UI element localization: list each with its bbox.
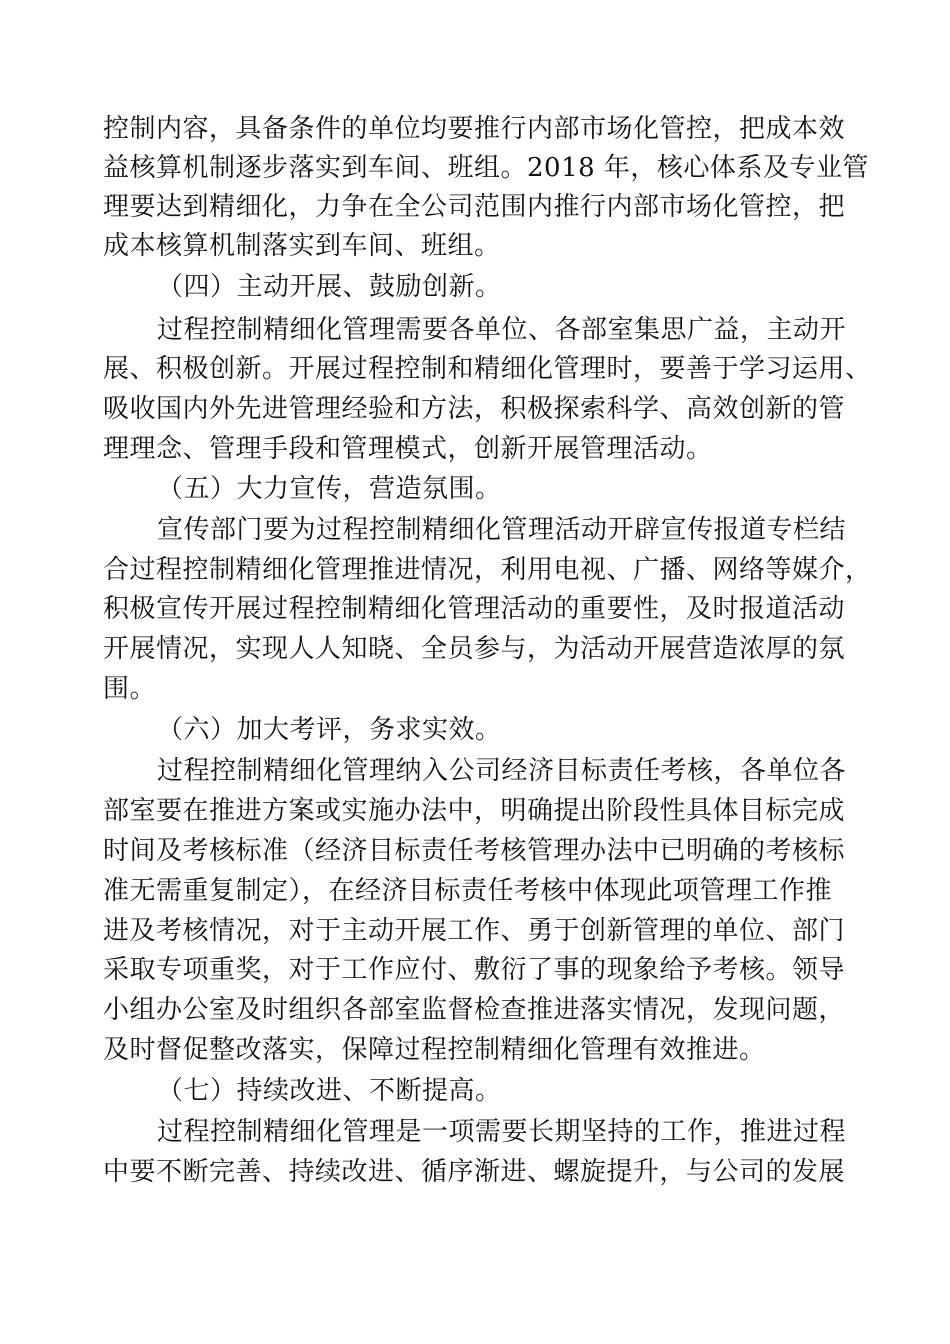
paragraph-first-line: 过程控制精细化管理纳入公司经济目标责任考核，各单位各 (157, 756, 847, 786)
paragraph-first-line: 过程控制精细化管理需要各单位、各部室集思广益，主动开 (157, 315, 847, 345)
text-line: 合过程控制精细化管理推进情况，利用电视、广播、网络等媒介， (103, 555, 872, 585)
text-line: 成本核算机制落实到车间、班组。 (103, 231, 501, 261)
text-line: 控制内容，具备条件的单位均要推行内部市场化管控，把成本效 (103, 114, 846, 144)
text-line: 理理念、管理手段和管理模式，创新开展管理活动。 (103, 434, 713, 464)
text-line: 积极宣传开展过程控制精细化管理活动的重要性，及时报道活动 (103, 594, 846, 624)
text-line: 吸收国内外先进管理经验和方法，积极探索科学、高效创新的管 (103, 394, 846, 424)
section-heading: （七）持续改进、不断提高。 (157, 1076, 502, 1106)
text-line: 小组办公室及时组织各部室监督检查推进落实情况，发现问题， (103, 995, 846, 1025)
text-line: 开展情况，实现人人知晓、全员参与，为活动开展营造浓厚的氛 (103, 634, 846, 664)
text-line: 益核算机制逐步落实到车间、班组。2018 年，核心体系及专业管 (103, 153, 869, 183)
text-line: 围。 (103, 674, 157, 704)
section-heading: （五）大力宣传，营造氛围。 (157, 474, 502, 504)
text-line: 部室要在推进方案或实施办法中，明确提出阶段性具体目标完成 (103, 796, 846, 826)
text-line: 展、积极创新。开展过程控制和精细化管理时，要善于学习运用、 (103, 354, 872, 384)
text-line: 中要不断完善、持续改进、循序渐进、螺旋提升，与公司的发展 (103, 1157, 846, 1187)
paragraph-first-line: 过程控制精细化管理是一项需要长期坚持的工作，推进过程 (157, 1117, 847, 1147)
text-line: 时间及考核标准（经济目标责任考核管理办法中已明确的考核标 (103, 836, 846, 866)
text-line: 采取专项重奖，对于工作应付、敷衍了事的现象给予考核。领导 (103, 955, 846, 985)
text-line: 准无需重复制定），在经济目标责任考核中体现此项管理工作推 (103, 876, 833, 906)
text-line: 进及考核情况，对于主动开展工作、勇于创新管理的单位、部门 (103, 916, 846, 946)
paragraph-first-line: 宣传部门要为过程控制精细化管理活动开辟宣传报道专栏结 (157, 515, 847, 545)
text-line: 及时督促整改落实，保障过程控制精细化管理有效推进。 (103, 1035, 766, 1065)
text-line: 理要达到精细化，力争在全公司范围内推行内部市场化管控，把 (103, 192, 846, 222)
section-heading: （六）加大考评，务求实效。 (157, 715, 502, 745)
section-heading: （四）主动开展、鼓励创新。 (157, 272, 502, 302)
